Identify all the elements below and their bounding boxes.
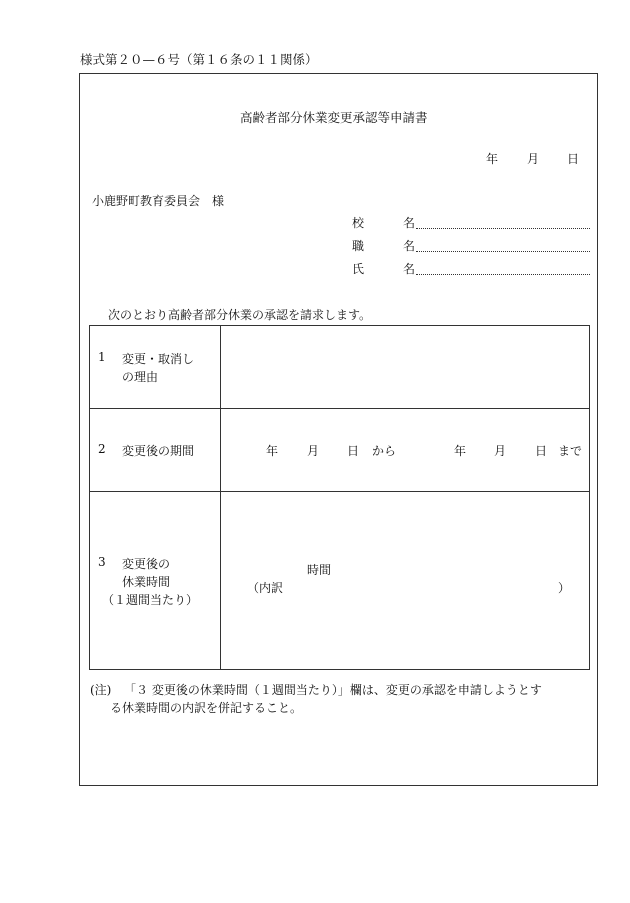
reason-label-line2: の理由 (122, 370, 159, 384)
school-label-2: 名 (403, 216, 416, 230)
reason-num: 1 (98, 350, 106, 364)
hours-label-line2: 休業時間 (122, 574, 171, 589)
name-label-1: 氏 (352, 262, 365, 276)
table-row-period (90, 409, 590, 492)
name-label-2: 名 (403, 262, 416, 276)
form-title: 高齢者部分休業変更承認等申請書 (240, 110, 428, 125)
date-day-label: 日 (567, 152, 580, 166)
date-month-label: 月 (527, 152, 540, 166)
school-name-field[interactable] (416, 228, 590, 229)
hours-num: 3 (98, 554, 106, 569)
addressee: 小鹿野町教育委員会 様 (92, 194, 225, 208)
reason-label-cell (90, 326, 221, 409)
date-year-label: 年 (486, 152, 499, 166)
breakdown-close: ） (558, 580, 571, 595)
request-table (89, 325, 590, 670)
hours-label-line3: （１週間当たり） (102, 592, 199, 607)
note-line1: 「３ 変更後の休業時間（１週間当たり）」欄は、変更の承認を申請しようとす (124, 683, 542, 697)
period-label: 変更後の期間 (122, 444, 195, 458)
reason-input-cell[interactable] (221, 326, 590, 409)
to-month-label: 月 (494, 444, 507, 458)
to-day-label: 日 (535, 444, 548, 458)
intro-text: 次のとおり高齢者部分休業の承認を請求します。 (108, 308, 372, 322)
position-label-1: 職 (352, 239, 365, 253)
table-row-reason (90, 326, 590, 409)
from-month-label: 月 (307, 444, 320, 458)
from-day-label: 日 (347, 444, 360, 458)
period-num: 2 (98, 442, 106, 456)
hours-input-cell[interactable] (221, 492, 590, 670)
breakdown-open: （内訳 (247, 580, 284, 595)
position-label-2: 名 (403, 239, 416, 253)
form-number: 様式第２０—６号（第１６条の１１関係） (80, 52, 318, 67)
to-suffix: まで (558, 444, 583, 458)
hours-label-line1: 変更後の (122, 556, 171, 571)
school-label-1: 校 (352, 216, 365, 230)
note-line2: る休業時間の内訳を併記すること。 (110, 701, 303, 715)
from-suffix: から (372, 444, 397, 458)
period-input-cell[interactable] (221, 409, 590, 492)
hours-unit: 時間 (307, 562, 332, 577)
to-year-label: 年 (454, 444, 467, 458)
hours-label-cell (90, 492, 221, 670)
note-prefix: (注) (90, 683, 112, 697)
applicant-name-field[interactable] (416, 274, 590, 275)
position-field[interactable] (416, 251, 590, 252)
table-row-hours (90, 492, 590, 670)
from-year-label: 年 (266, 444, 279, 458)
reason-label-line1: 変更・取消し (122, 352, 195, 366)
period-label-cell (90, 409, 221, 492)
